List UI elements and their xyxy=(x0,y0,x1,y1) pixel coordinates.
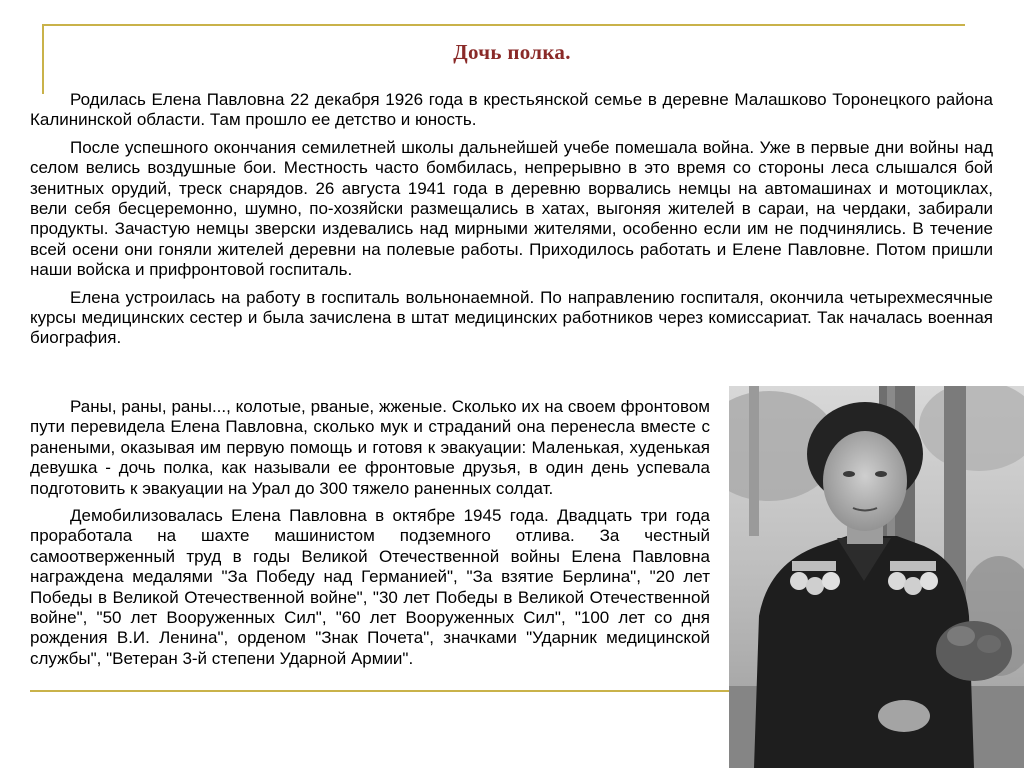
paragraph-demobilization: Демобилизовалась Елена Павловна в октябре 1945 года. Двадцать три года проработала на шахте машинистом подземного отлива. За честный самоотверженный труд в годы Великой Отечественной войны Елена Павловна награждена медалями "За Победу над Германией", "За взятие Берлина", "20 лет Победы в Великой Отечественной войне", "30 лет Победы в Великой Отечественной войне", "50 лет Вооруженных Сил", "60 лет Вооруженных Сил", "100 лет со дня рождения В.И. Ленина", орденом "Знак Почета", значками "Ударник медицинской службы", "Ветеран 3-й степени Ударной Армии". xyxy=(30,506,710,668)
text-block-bottom xyxy=(30,397,710,676)
paragraph-birth: Родилась Елена Павловна 22 декабря 1926 года в крестьянской семье в деревне Малашково Торонецкого района Калининской области. Там прошло ее детство и юность. xyxy=(30,90,993,130)
frame-line-top xyxy=(42,24,965,26)
paragraph-war: После успешного окончания семилетней школы дальнейшей учебе помешала война. Уже в первые дни войны над селом велись воздушные бои. Местность часто бомбилась, непрерывно в это время со стороны леса слышался бой зенитных орудий, треск снарядов. 26 августа 1941 года в деревню ворвались немцы на автомашинах и мотоциклах, вели себя бесцеремонно, шумно, по-хозяйски размещались в хатах, выгоняя жителей в сараи, на чердаки, забирали продукты. Зачастую немцы зверски издевались над мирными жителями, особенно если им не подчинялись. В течение всей осени они гоняли жителей деревни на полевые работы. Приходилось работать и Елене Павловне. Потом пришли наши войска и прифронтовой госпиталь. xyxy=(30,137,993,280)
paragraph-hospital: Елена устроилась на работу в госпиталь вольнонаемной. По направлению госпиталя, окончила четырехмесячные курсы медицинских сестер и была зачислена в штат медицинских работников через комиссариат. Так началась военная биография. xyxy=(30,287,993,348)
text-block-top xyxy=(30,90,993,356)
portrait-photo xyxy=(729,386,1024,768)
paragraph-wounds: Раны, раны, раны..., колотые, рваные, жженые. Сколько их на своем фронтовом пути перевидела Елена Павловна, сколько мук и страданий она перенесла вместе с ранеными, оказывая им первую помощь и готовя к эвакуации: Маленькая, худенькая девушка - дочь полка, как называли ее фронтовые друзья, в один день успевала подготовить к эвакуации на Урал до 300 тяжело раненных солдат. xyxy=(30,397,710,498)
page-title: Дочь полка. xyxy=(453,40,571,64)
frame-line-bottom xyxy=(30,690,730,692)
portrait-photo-drawing xyxy=(729,386,1024,768)
